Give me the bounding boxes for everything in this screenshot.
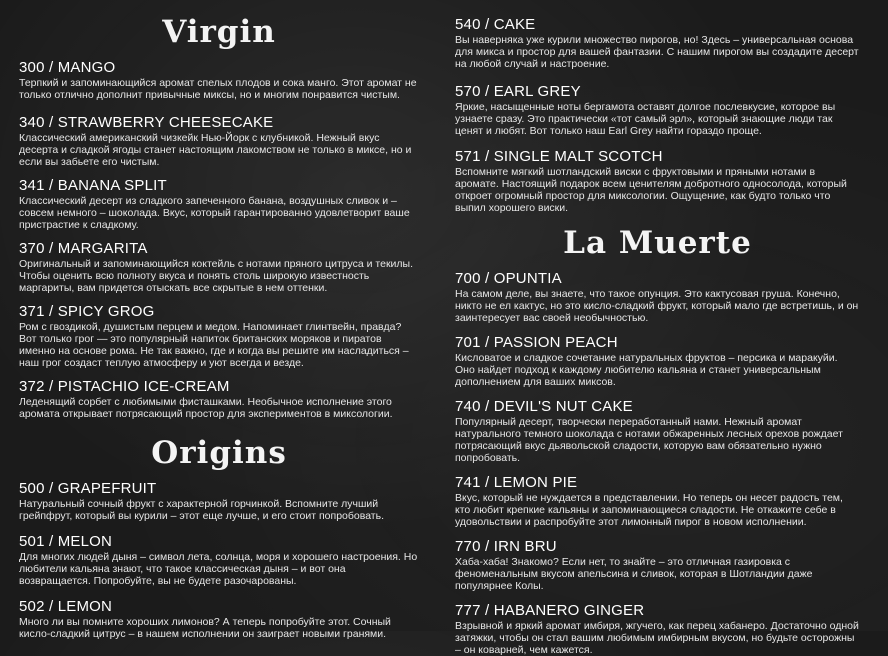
- item-desc: Много ли вы помните хороших лимонов? А теперь попробуйте этот. Сочный кисло-сладкий цитрус – в нашем исполнении он заиграет новыми гранями.: [19, 616, 391, 640]
- item-name: 740 / DEVIL'S NUT CAKE: [455, 398, 633, 415]
- item-name: 340 / STRAWBERRY CHEESECAKE: [19, 114, 274, 131]
- menu-item-spicy-grog: [19, 304, 419, 369]
- item-desc: Популярный десерт, творчески переработанный нами. Нежный аромат натурального темного шоколада с нотами обжаренных лесных орехов рождает потрясающий вкус дьявольской сладости, которую вам обязательно нужно попробовать.: [455, 416, 843, 464]
- menu-item-mango: [19, 60, 419, 101]
- item-desc: На самом деле, вы знаете, что такое опунция. Это кактусовая груша. Конечно, никто не ел кактус, но это кисло-сладкий фрукт, который мало где встретишь, и он заинтересует вас своей необычностью.: [455, 288, 859, 324]
- item-name: 570 / EARL GREY: [455, 83, 581, 100]
- item-desc: Классический десерт из сладкого запеченного банана, воздушных сливок и – совсем немного – шоколада. Вкус, который гарантированно удовлетворит ваше пристрастие к сладкому.: [19, 195, 410, 231]
- item-desc: Натуральный сочный фрукт с характерной горчинкой. Вспомните лучший грейпфрут, который вы курили – этот еще лучше, и его стоит попробовать.: [19, 498, 385, 522]
- menu-item-margarita: [19, 241, 419, 294]
- item-name: 300 / MANGO: [19, 59, 116, 76]
- item-desc: Вспомните мягкий шотландский виски с фруктовыми и пряными нотами в аромате. Настоящий подарок всем ценителям добротного односолода, который откроет огромный простор для миксологии. Ощущение, как будто только что выпил хорошего виски.: [455, 166, 847, 214]
- right-column: [455, 0, 860, 656]
- menu-item-opuntia: [455, 271, 860, 324]
- item-name: 371 / SPICY GROG: [19, 303, 155, 320]
- item-desc: Терпкий и запоминающийся аромат спелых плодов и сока манго. Этот аромат не только отлично дополнит привычные миксы, но и многим понравится чистым.: [19, 77, 417, 101]
- item-name: 370 / MARGARITA: [19, 240, 148, 257]
- item-desc: Вы наверняка уже курили множество пирогов, но! Здесь – универсальная основа для микса и простор для вашей фантазии. С нашим пирогом вы создадите десерт на любой случай и настроение.: [455, 34, 859, 70]
- item-desc: Оригинальный и запоминающийся коктейль с нотами пряного цитруса и текилы. Чтобы оценить всю полноту вкуса и понять столь широкую известность маргариты, вам придется отыскать все скрытые в нем оттенки.: [19, 258, 413, 294]
- item-name: 500 / GRAPEFRUIT: [19, 480, 157, 497]
- item-name: 372 / PISTACHIO ICE-CREAM: [19, 378, 230, 395]
- item-desc: Взрывной и яркий аромат имбиря, жгучего, как перец хабанеро. Достаточно одной затяжки, чтобы он стал вашим любимым имбирным вкусом, но будьте осторожны – он коварней, чем кажется.: [455, 620, 859, 656]
- item-desc: Яркие, насыщенные ноты бергамота оставят долгое послевкусие, которое вы узнаете сразу. Это практически «тот самый эрл», который знающие люди так ценят и любят. Вот только наш Earl Grey найти гораздо проще.: [455, 101, 836, 137]
- menu-item-irn-bru: [455, 539, 860, 592]
- menu-item-pistachio-ice-cream: [19, 379, 419, 420]
- item-name: 540 / CAKE: [455, 16, 536, 33]
- item-name: 700 / OPUNTIA: [455, 270, 562, 287]
- item-name: 502 / LEMON: [19, 598, 113, 615]
- section-title-la-muerte: La Muerte: [563, 225, 752, 261]
- menu-item-habanero-ginger: [455, 603, 860, 656]
- menu-item-passion-peach: [455, 335, 860, 388]
- item-name: 701 / PASSION PEACH: [455, 334, 618, 351]
- item-name: 341 / BANANA SPLIT: [19, 177, 167, 194]
- menu-item-cake: [455, 17, 860, 70]
- menu-item-strawberry-cheesecake: [19, 115, 419, 168]
- menu-item-devils-nut-cake: [455, 399, 860, 464]
- menu-item-single-malt-scotch: [455, 149, 860, 214]
- menu-item-lemon-pie: [455, 475, 860, 528]
- menu-item-grapefruit: [19, 481, 419, 522]
- menu-item-melon: [19, 534, 419, 587]
- section-title-origins: Origins: [151, 435, 287, 471]
- section-title-virgin: Virgin: [162, 14, 276, 50]
- item-name: 571 / SINGLE MALT SCOTCH: [455, 148, 663, 165]
- item-desc: Кисловатое и сладкое сочетание натуральных фруктов – персика и маракуйи. Оно найдет подход к каждому любителю кальяна и станет универсальным дополнением для ваших миксов.: [455, 352, 838, 388]
- left-column: [19, 0, 419, 640]
- item-name: 777 / HABANERO GINGER: [455, 602, 645, 619]
- item-desc: Классический американский чизкейк Нью-Йорк с клубникой. Нежный вкус десерта и сладкой ягоды станет настоящим лакомством не только в миксе, но и если вы забьете его чистым.: [19, 132, 412, 168]
- menu-item-earl-grey: [455, 84, 860, 137]
- item-desc: Ром с гвоздикой, душистым перцем и медом. Напоминает глинтвейн, правда? Вот только грог — это популярный напиток британских моряков и пиратов именно на основе рома. Не так важно, где и когда вы решите им насладиться – наш грог создаст теплую атмосферу и уют всегда и везде.: [19, 321, 409, 369]
- item-desc: Леденящий сорбет с любимыми фисташками. Необычное исполнение этого аромата открывает потрясающий простор для экспериментов в миксологии.: [19, 396, 393, 420]
- item-name: 741 / LEMON PIE: [455, 474, 578, 491]
- menu-item-banana-split: [19, 178, 419, 231]
- item-name: 501 / MELON: [19, 533, 113, 550]
- item-name: 770 / IRN BRU: [455, 538, 557, 555]
- menu-item-lemon: [19, 599, 419, 640]
- item-desc: Хаба-хаба! Знакомо? Если нет, то знайте – это отличная газировка с феноменальным вкусом апельсина и сливок, которая в Шотландии даже популярнее Колы.: [455, 556, 813, 592]
- item-desc: Вкус, который не нуждается в представлении. Но теперь он несет радость тем, кто любит крепкие кальяны и запоминающиеся сладости. Не откажите себе в удовольствии и распробуйте этот лимонный пирог в новом исполнении.: [455, 492, 843, 528]
- item-desc: Для многих людей дыня – символ лета, солнца, моря и хорошего настроения. Но любители кальяна знают, что такое классическая дыня – и вот она возвращается. Попробуйте, вы не будете разочарованы.: [19, 551, 418, 587]
